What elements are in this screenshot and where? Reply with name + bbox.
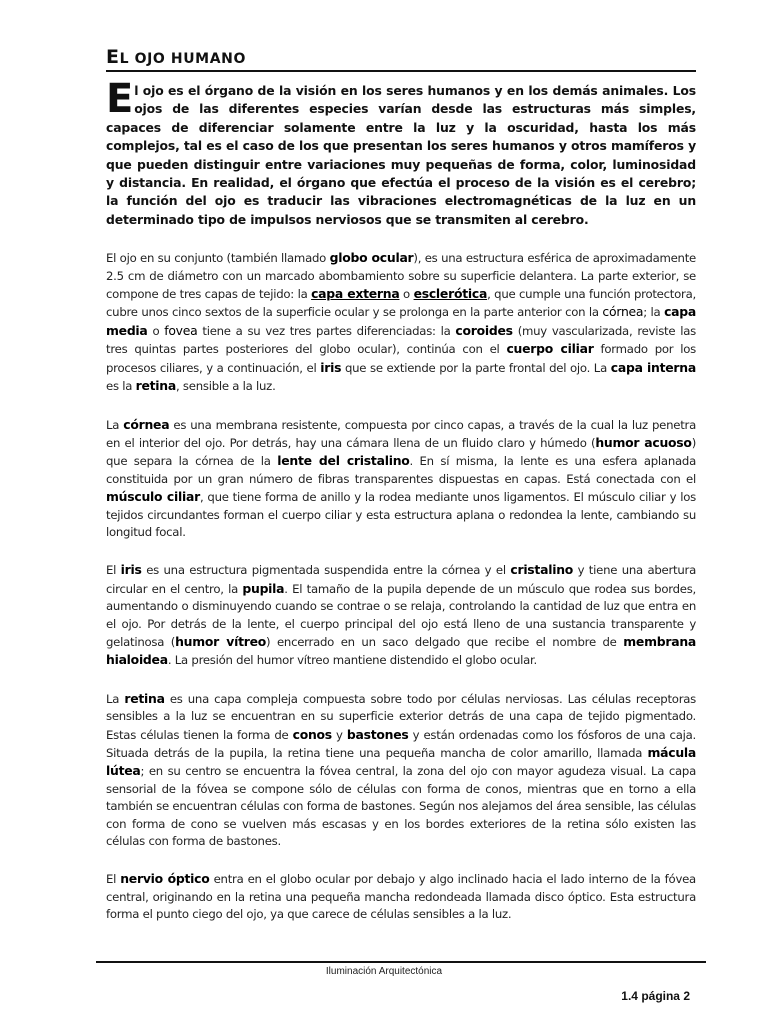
title-first-letter: E <box>106 46 120 68</box>
text-run: , que tiene forma de anillo y la rodea mediante unos ligamentos. El músculo ciliar y los tejidos circundantes forman el cuerpo ciliar y esta estructura aplana o redondea la lente, cambiando su longitud focal. <box>106 490 696 539</box>
text-run: El <box>106 563 121 578</box>
page-number: 1.4 página 2 <box>621 989 690 1003</box>
text-run: , sensible a la luz. <box>176 379 276 394</box>
term-iris: iris <box>320 359 342 375</box>
term-esclerotica: esclerótica <box>413 286 488 302</box>
term-humor-vitreo: humor vítreo <box>175 633 267 649</box>
text-run: . El tamaño de la pupila depende de un músculo que rodea sus bordes, aumentando o disminuyendo cuando se contrae o se relaja, controlando la cantidad de luz que entra en el ojo. Por detrás de la lente, el cuerpo principal del ojo está lleno de una sustancia transparente y gelatinosa ( <box>106 581 696 649</box>
text-run: es una capa compleja compuesta sobre todo por células nerviosas. Las células receptoras sensibles a la luz se encuentran en su superficie exterior detrás de una capa de tejido pigmentado. Estas células tienen la forma de <box>106 691 696 742</box>
term-macula-lutea: mácula lútea <box>106 745 696 779</box>
term-cornea: córnea <box>602 304 644 320</box>
term-humor-acuoso: humor acuoso <box>595 434 692 450</box>
page-title <box>106 48 696 72</box>
title-rest: L OJO HUMANO <box>119 51 246 67</box>
text-run: es una estructura pigmentada suspendida entre la córnea y el <box>141 563 511 578</box>
text-run: . La presión del humor vítreo mantiene distendido el globo ocular. <box>167 653 537 668</box>
text-run: o <box>147 323 165 338</box>
text-run: tiene a su vez tres partes diferenciadas: la <box>197 323 456 338</box>
term-capa-externa: capa externa <box>311 286 400 302</box>
paragraph-cornea <box>106 416 696 542</box>
paragraph-globo-ocular <box>106 249 696 395</box>
text-run: . En sí misma, la lente es una esfera aplanada constituida por un gran número de fibras transparentes dispuestas en capas. Está conectada con el <box>106 454 696 486</box>
term-lente-del-cristalino: lente del cristalino <box>277 453 410 469</box>
text-run: que se extiende por la parte frontal del ojo. La <box>341 360 611 375</box>
text-run: ), es una estructura esférica de aproximadamente 2.5 cm de diámetro con un marcado abombamiento sobre su superficie delantera. La parte exterior, se compone de tres capas de tejido: la <box>106 251 696 302</box>
term-capa-media: capa media <box>106 304 696 338</box>
paragraph-nervio-optico <box>106 870 696 923</box>
text-run: El <box>106 872 121 887</box>
document-page <box>106 48 696 924</box>
text-run: es una membrana resistente, compuesta por cinco capas, a través de la cual la luz penetra en el interior del ojo. Por detrás, hay una cámara llena de un fluido claro y húmedo ( <box>106 417 697 450</box>
paragraph-retina <box>106 690 696 851</box>
term-capa-interna: capa interna <box>610 359 696 375</box>
paragraph-iris <box>106 561 696 669</box>
term-cuerpo-ciliar: cuerpo ciliar <box>506 341 594 357</box>
text-run: ) que separa la córnea de la <box>106 435 696 469</box>
term-iris: iris <box>120 562 142 578</box>
term-cornea: córnea <box>123 416 170 432</box>
term-retina: retina <box>135 378 176 394</box>
text-run: (muy vascularizada, reviste las tres quintas partes posteriores del globo ocular), continúa con el <box>106 323 696 357</box>
text-run: y están ordenadas como los fósforos de una caja. Situada detrás de la pupila, la retina tiene una pequeña mancha de color amarillo, llamada <box>106 727 696 760</box>
footer-divider <box>96 961 706 963</box>
term-nervio-optico: nervio óptico <box>120 871 210 887</box>
term-coroides: coroides <box>455 322 513 338</box>
drop-cap: E <box>106 76 134 122</box>
text-run: , que cumple una función protectora, cubre unos cinco sextos de la superficie ocular y se prolonga en la parte anterior con la <box>106 287 696 320</box>
term-conos: conos <box>292 726 332 742</box>
intro-paragraph <box>106 76 696 229</box>
text-run: El ojo en su conjunto (también llamado <box>106 251 330 266</box>
term-bastones: bastones <box>346 726 409 742</box>
text-run: entra en el globo ocular por debajo y algo inclinado hacia el lado interno de la fóvea central, originando en la retina una pequeña mancha redondeada llamada disco óptico. Esta estructura forma el punto ciego del ojo, ya que carece de células sensibles a la luz. <box>106 872 696 922</box>
text-run: La <box>106 691 125 706</box>
term-membrana-hialoidea: membrana hialoidea <box>106 633 696 668</box>
text-run: es la <box>106 379 136 394</box>
text-run: o <box>399 287 414 302</box>
text-run: La <box>106 417 124 432</box>
text-run: ; la <box>643 305 665 320</box>
term-retina: retina <box>124 690 165 706</box>
term-fovea: fovea <box>164 322 198 338</box>
term-cristalino: cristalino <box>510 562 574 578</box>
term-globo-ocular: globo ocular <box>329 250 414 266</box>
text-run: y tiene una abertura circular en el centro, la <box>106 563 696 596</box>
intro-text: l ojo es el órgano de la visión en los seres humanos y en los demás animales. Los ojos de las diferentes especies varían desde las estructuras más simples, capaces de diferenciar solamente entre la luz y la oscuridad, hasta los más complejos, tal es el caso de los que presentan los seres humanos y otros mamíferos y que pueden distinguir entre variaciones muy pequeñas de forma, color, luminosidad y distancia. En realidad, el órgano que efectúa el proceso de la visión es el cerebro; la función del ojo es traducir las vibraciones electromagnéticas de la luz en un determinado tipo de impulsos nerviosos que se transmiten al cerebro. <box>106 83 696 227</box>
footer-title: Iluminación Arquitectónica <box>325 966 443 977</box>
text-run: ; en su centro se encuentra la fóvea central, la zona del ojo con mayor agudeza visual. La capa sensorial de la fóvea se compone sólo de células con forma de conos, mientras que en torno a ella también se encuentran células con forma de bastones. Según nos alejamos del área sensible, las células con forma de cono se vuelven más escasas y en los bordes exteriores de la retina sólo existen las células con forma de bastones. <box>106 764 696 849</box>
text-run: ) encerrado en un saco delgado que recibe el nombre de <box>266 634 624 649</box>
text-run: formado por los procesos ciliares, y a continuación, el <box>106 342 697 375</box>
term-pupila: pupila <box>242 580 285 596</box>
text-run: y <box>331 727 347 742</box>
term-musculo-ciliar: músculo ciliar <box>106 489 200 505</box>
